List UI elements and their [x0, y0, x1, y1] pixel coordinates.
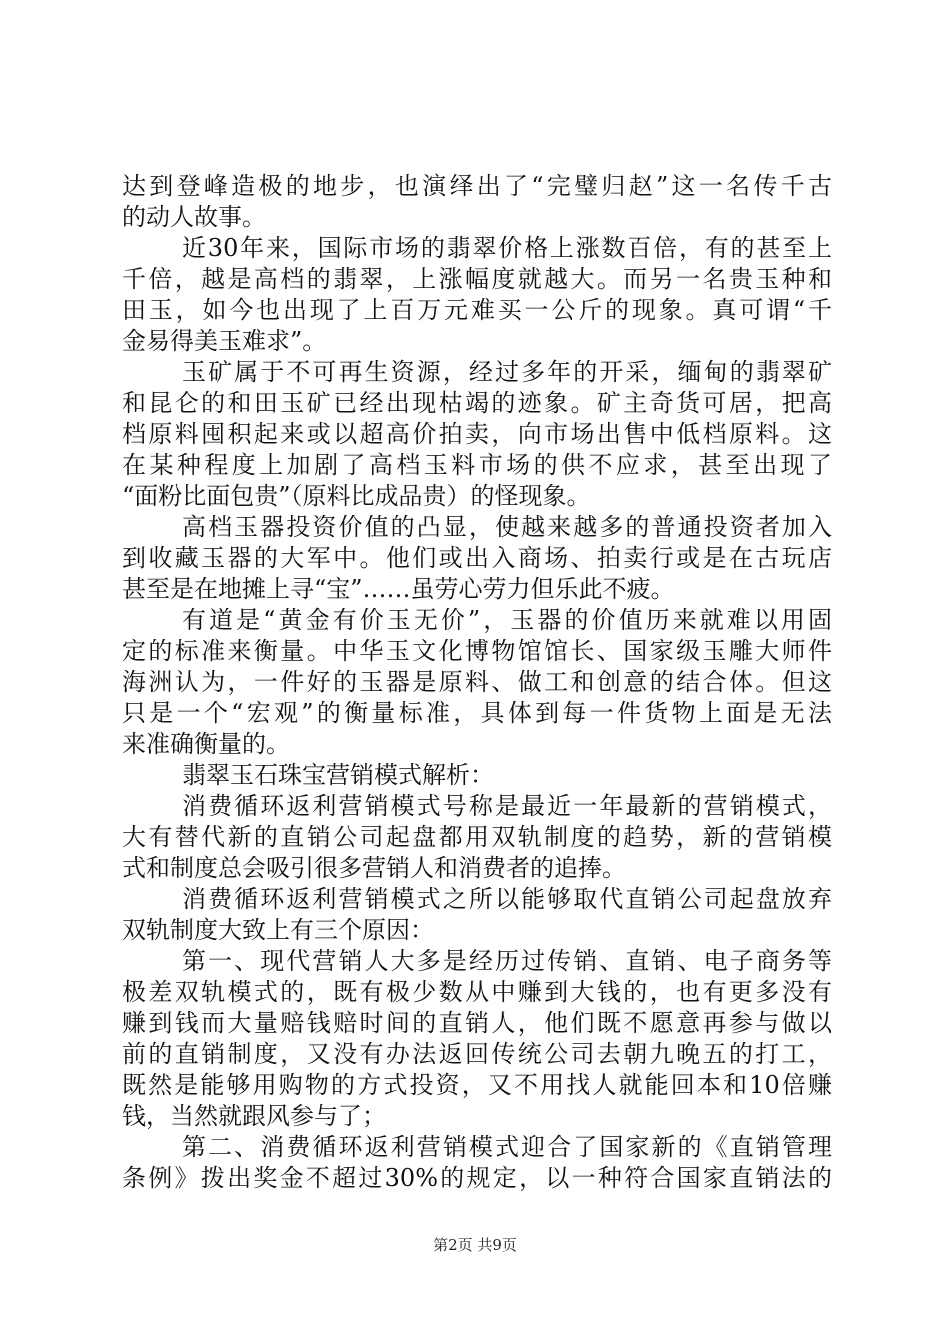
text-line: 玉矿属于不可再生资源，经过多年的开采，缅甸的翡翠矿 [182, 358, 832, 386]
page-number-label: 第2页 共9页 [433, 1236, 517, 1254]
text-line: 金易得美玉难求”。 [122, 327, 327, 355]
text-line: 高档玉器投资价值的凸显，使越来越多的普通投资者加入 [182, 513, 832, 541]
text-line: 达到登峰造极的地步，也演绎出了“完璧归赵”这一名传千古 [122, 172, 832, 200]
text-line: 千倍，越是高档的翡翠，上涨幅度就越大。而另一名贵玉种和 [122, 265, 832, 293]
text-line: 条例》拨出奖金不超过30%的规定，以一种符合国家直销法的 [122, 1164, 832, 1192]
text-line: 双轨制度大致上有三个原因： [122, 916, 434, 944]
text-line: 第二、消费循环返利营销模式迎合了国家新的《直销管理 [182, 1133, 832, 1161]
text-line: 大有替代新的直销公司起盘都用双轨制度的趋势，新的营销模 [122, 823, 832, 851]
text-line: 式和制度总会吸引很多营销人和消费者的追捧。 [122, 854, 626, 882]
text-line: 田玉，如今也出现了上百万元难买一公斤的现象。真可谓“千 [122, 296, 832, 324]
text-line: 消费循环返利营销模式号称是最近一年最新的营销模式， [182, 792, 832, 820]
text-line: 近30年来，国际市场的翡翠价格上涨数百倍，有的甚至上 [182, 234, 832, 262]
text-line: 甚至是在地摊上寻“宝”……虽劳心劳力但乐此不疲。 [122, 575, 675, 603]
text-line: 和昆仑的和田玉矿已经出现枯竭的迹象。矿主奇货可居，把高 [122, 389, 832, 417]
body-text [122, 171, 832, 1194]
text-line: 前的直销制度，又没有办法返回传统公司去朝九晚五的打工， [122, 1040, 832, 1068]
text-line: 钱，当然就跟风参与了； [122, 1102, 386, 1130]
text-line: 既然是能够用购物的方式投资，又不用找人就能回本和10倍赚 [122, 1071, 832, 1099]
text-line: 消费循环返利营销模式之所以能够取代直销公司起盘放弃 [182, 885, 832, 913]
text-line: 只是一个“宏观”的衡量标准，具体到每一件货物上面是无法 [122, 699, 832, 727]
text-line: 在某种程度上加剧了高档玉料市场的供不应求，甚至出现了 [122, 451, 832, 479]
text-line: 有道是“黄金有价玉无价”，玉器的价值历来就难以用固 [182, 606, 832, 634]
text-line: 定的标准来衡量。中华玉文化博物馆馆长、国家级玉雕大师件 [122, 637, 832, 665]
text-line: 来准确衡量的。 [122, 730, 290, 758]
section-heading: 翡翠玉石珠宝营销模式解析： [182, 761, 494, 789]
text-line: 赚到钱而大量赔钱赔时间的直销人，他们既不愿意再参与做以 [122, 1009, 832, 1037]
text-line: 极差双轨模式的，既有极少数从中赚到大钱的，也有更多没有 [122, 978, 832, 1006]
text-line: “面粉比面包贵”（原料比成品贵）的怪现象。 [122, 482, 591, 510]
text-line: 的动人故事。 [122, 203, 266, 231]
text-line: 第一、现代营销人大多是经历过传销、直销、电子商务等 [182, 947, 832, 975]
text-line: 海洲认为，一件好的玉器是原料、做工和创意的结合体。但这 [122, 668, 832, 696]
page-footer [0, 1235, 950, 1255]
text-line: 档原料囤积起来或以超高价拍卖，向市场出售中低档原料。这 [122, 420, 832, 448]
text-line: 到收藏玉器的大军中。他们或出入商场、拍卖行或是在古玩店 [122, 544, 832, 572]
